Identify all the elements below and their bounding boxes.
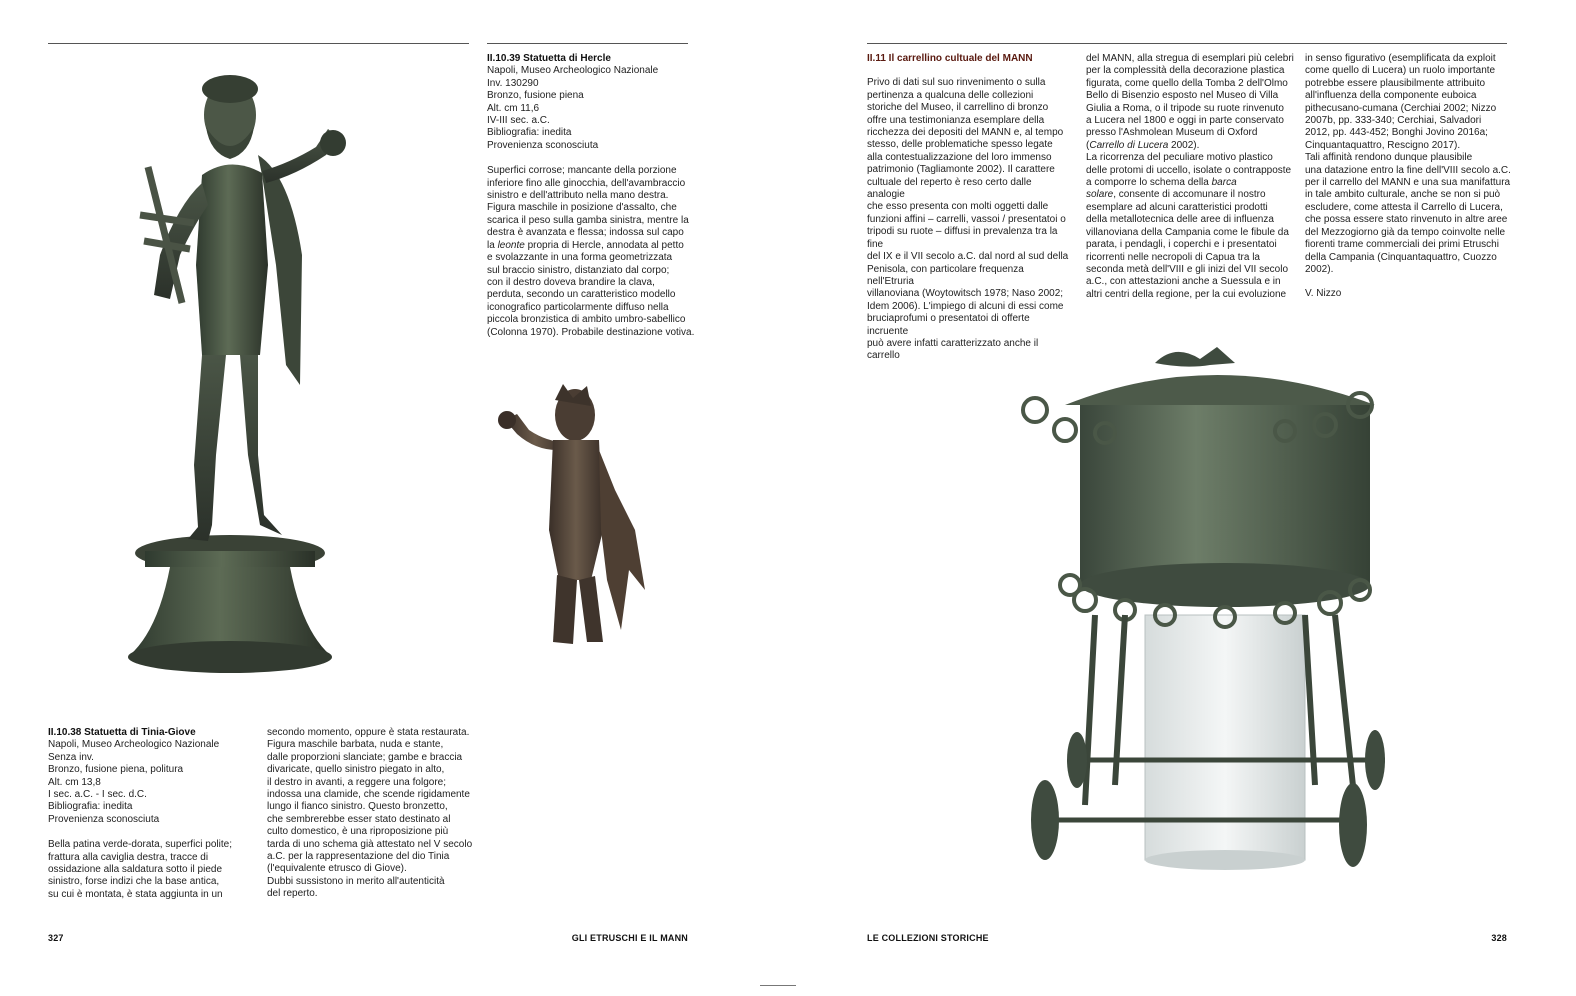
page-number-right: 328 — [1491, 933, 1507, 943]
entry-39-meta-material: Bronzo, fusione piena — [487, 90, 584, 102]
section-11-col3-block — [1305, 53, 1525, 301]
entry-39-meta-inventory: Inv. 130290 — [487, 77, 539, 89]
entry-38-body-col2: secondo momento, oppure è stata restaurata. Figura maschile barbata, nuda e stante, dalle proporzioni slanciate; gambe e braccia divaricate, quello sinistro piegato in alto, il destro in avanti, a reggere una folgore; indossa una clamide, che scende rigidamente lungo il fianco sinistro. Questo bronzetto, che sembrerebbe esser stato destinato al culto domestico, è una riproposizione più tarda di uno schema già attestato nel V secolo a.C. per la rappresentazione del dio Tinia (l'equivalente etrusco di Giove). Dubbi sussistono in merito all'autenticità del reperto. — [267, 727, 473, 900]
section-11-col2-part-a: del MANN, alla stregua di esemplari più celebri per la complessità della decorazione plastica figurata, come quello della Tomba 2 dell'Olmo Bello di Bisenzio esposto nel Museo di Villa Giulia a Roma, o il tripode su ruote rinvenuto a Lucera nel 1800 e oggi in parte conservato presso l'Ashmolean Museum di Oxford ( — [1086, 53, 1294, 151]
entry-39-body-italic: leonte — [497, 239, 525, 251]
entry-38-meta-date: I sec. a.C. - I sec. d.C. — [48, 789, 147, 801]
entry-38-meta-material: Bronzo, fusione piena, politura — [48, 764, 184, 776]
running-title-left: GLI ETRUSCHI E IL MANN — [571, 933, 688, 943]
tinia-statuette-photo — [90, 55, 365, 680]
entry-38-body-col1: Bella patina verde-dorata, superfici polite; frattura alla caviglia destra, tracce di ossidazione alla saldatura sotto il piede sinistro, forse indizi che la base antica, su cui è montata, è stata aggiunta in un — [48, 839, 232, 900]
section-11-col2-part-b: 2002). La ricorrenza del peculiare motivo plastico delle protomi di uccello, isolate o contrapposte a comporre lo schema della — [1086, 139, 1292, 189]
section-11-col2 — [1086, 53, 1296, 301]
section-11-col3: in senso figurativo (esemplificata da exploit come quello di Lucera) un ruolo importante potrebbe essere plausibilmente attribuito all'influenza della componente euboica pithecusano-cumana (Cerchiai 2002; Nizzo 2007b, pp. 333-340; Cerchiai, Salvadori 2012, pp. 443-452; Bonghi Jovino 2016a; Cinquantaquattro, Rescigno 2017). Tali affinità rendono dunque plausibile una datazione entro la fine dell'VIII secolo a.C. per il carrello del MANN e una sua manifattura in tale ambito culturale, anche se non si può escludere, come attesta il Carrello di Lucera, che possa essere stato rinvenuto in altre aree del Mezzogiorno già da tempo coinvolte nelle fiorenti trame commerciali dei primi Etruschi della Campania (Cinquantaquattro, Cuozzo 2002). — [1305, 53, 1511, 275]
entry-39-body-part-1: Superfici corrose; mancante della porzione inferiore fino alle ginocchia, dell'avambraccio sinistro e dell'attributo nella mano destra. Figura maschile in posizione d'assalto, che scarica il peso sulla gamba sinistra, mentre la destra è avanzata e flessa; indossa sul capo la — [487, 165, 689, 251]
top-rule-right — [867, 43, 1507, 44]
top-rule-left — [48, 43, 469, 44]
author-signature: V. Nizzo — [1305, 288, 1342, 300]
entry-39-body — [487, 165, 702, 339]
entry-38 — [48, 727, 253, 901]
running-title-right: LE COLLEZIONI STORICHE — [867, 933, 989, 943]
entry-39-meta-bibliography: Bibliografia: inedita — [487, 127, 572, 139]
section-11 — [867, 53, 1072, 363]
entry-39-meta-provenance: Provenienza sconosciuta — [487, 139, 599, 151]
page-number-left: 327 — [48, 933, 64, 943]
section-11-title: II.11 Il carrellino cultuale del MANN — [867, 53, 1033, 64]
entry-39 — [487, 53, 702, 339]
entry-39-title: II.10.39 Statuetta di Hercle — [487, 53, 611, 64]
entry-38-meta-height: Alt. cm 13,8 — [48, 776, 101, 788]
entry-38-meta-location: Napoli, Museo Archeologico Nazionale — [48, 739, 220, 751]
entry-38-title: II.10.38 Statuetta di Tinia-Giove — [48, 727, 196, 738]
hercle-statuette-photo — [495, 380, 685, 650]
entry-39-meta-location: Napoli, Museo Archeologico Nazionale — [487, 65, 659, 77]
section-11-col2-italic-1: Carrello di Lucera — [1089, 139, 1169, 151]
entry-39-meta-height: Alt. cm 11,6 — [487, 102, 540, 114]
top-rule-left-2 — [487, 43, 688, 44]
entry-39-meta-date: IV-III sec. a.C. — [487, 115, 550, 127]
section-11-col2-part-c: , consente di accomunare il nostro esemplare ad alcuni caratteristici prodotti della metallotecnica delle aree di influenza villanoviana della Campania come le fibule da parata, i pendagli, i coperchi e i presentatoi ricorrenti nelle necropoli di Capua tra la seconda metà dell'VIII e gli inizi del VII secolo a.C., con attestazioni anche a Suessula e in altri centri della regione, per la cui evoluzione — [1086, 189, 1289, 300]
entry-39-body-part-2: propria di Hercle, annodata al petto e svolazzante in una forma geometrizzata sul braccio sinistro, distanziato dal corpo; con il destro doveva brandire la clava, perduta, secondo un caratteristico modello iconografico particolarmente diffuso nella piccola bronzistica di ambito umbro-sabellico (Colonna 1970). Probabile destinazione votiva. — [487, 239, 695, 338]
section-11-col1: Privo di dati sul suo rinvenimento o sulla pertinenza a qualcuna delle collezioni storiche del Museo, il carrellino di bronzo offre una testimonianza esemplare della ricchezza dei depositi del MANN e, al tempo stesso, delle problematiche spesso legate alla contestualizzazione del loro immenso patrimonio (Tagliamonte 2002). Il carattere cultuale del reperto è reso certo dalle analogie che esso presenta con molti oggetti dalle funzioni affini – carrelli, vassoi / presentatoi o tripodi su ruote – diffusi in prevalenza tra la fine del IX e il VII secolo a.C. dal nord al sud della Penisola, con particolare frequenza nell'Etruria villanoviana (Woytowitsch 1978; Naso 2002; Idem 2006). L'impiego di alcuni di essi come bruciaprofumi o presentatoi di offerte incruente può avere infatti caratterizzato anche il carrello — [867, 77, 1069, 362]
bottom-center-mark — [760, 985, 796, 986]
entry-38-meta-bibliography: Bibliografia: inedita — [48, 801, 133, 813]
cult-cart-photo — [985, 335, 1385, 895]
entry-38-meta-provenance: Provenienza sconosciuta — [48, 813, 160, 825]
entry-38-meta-inventory: Senza inv. — [48, 751, 94, 763]
section-11-col2-italic-2: barca solare — [1086, 177, 1237, 201]
